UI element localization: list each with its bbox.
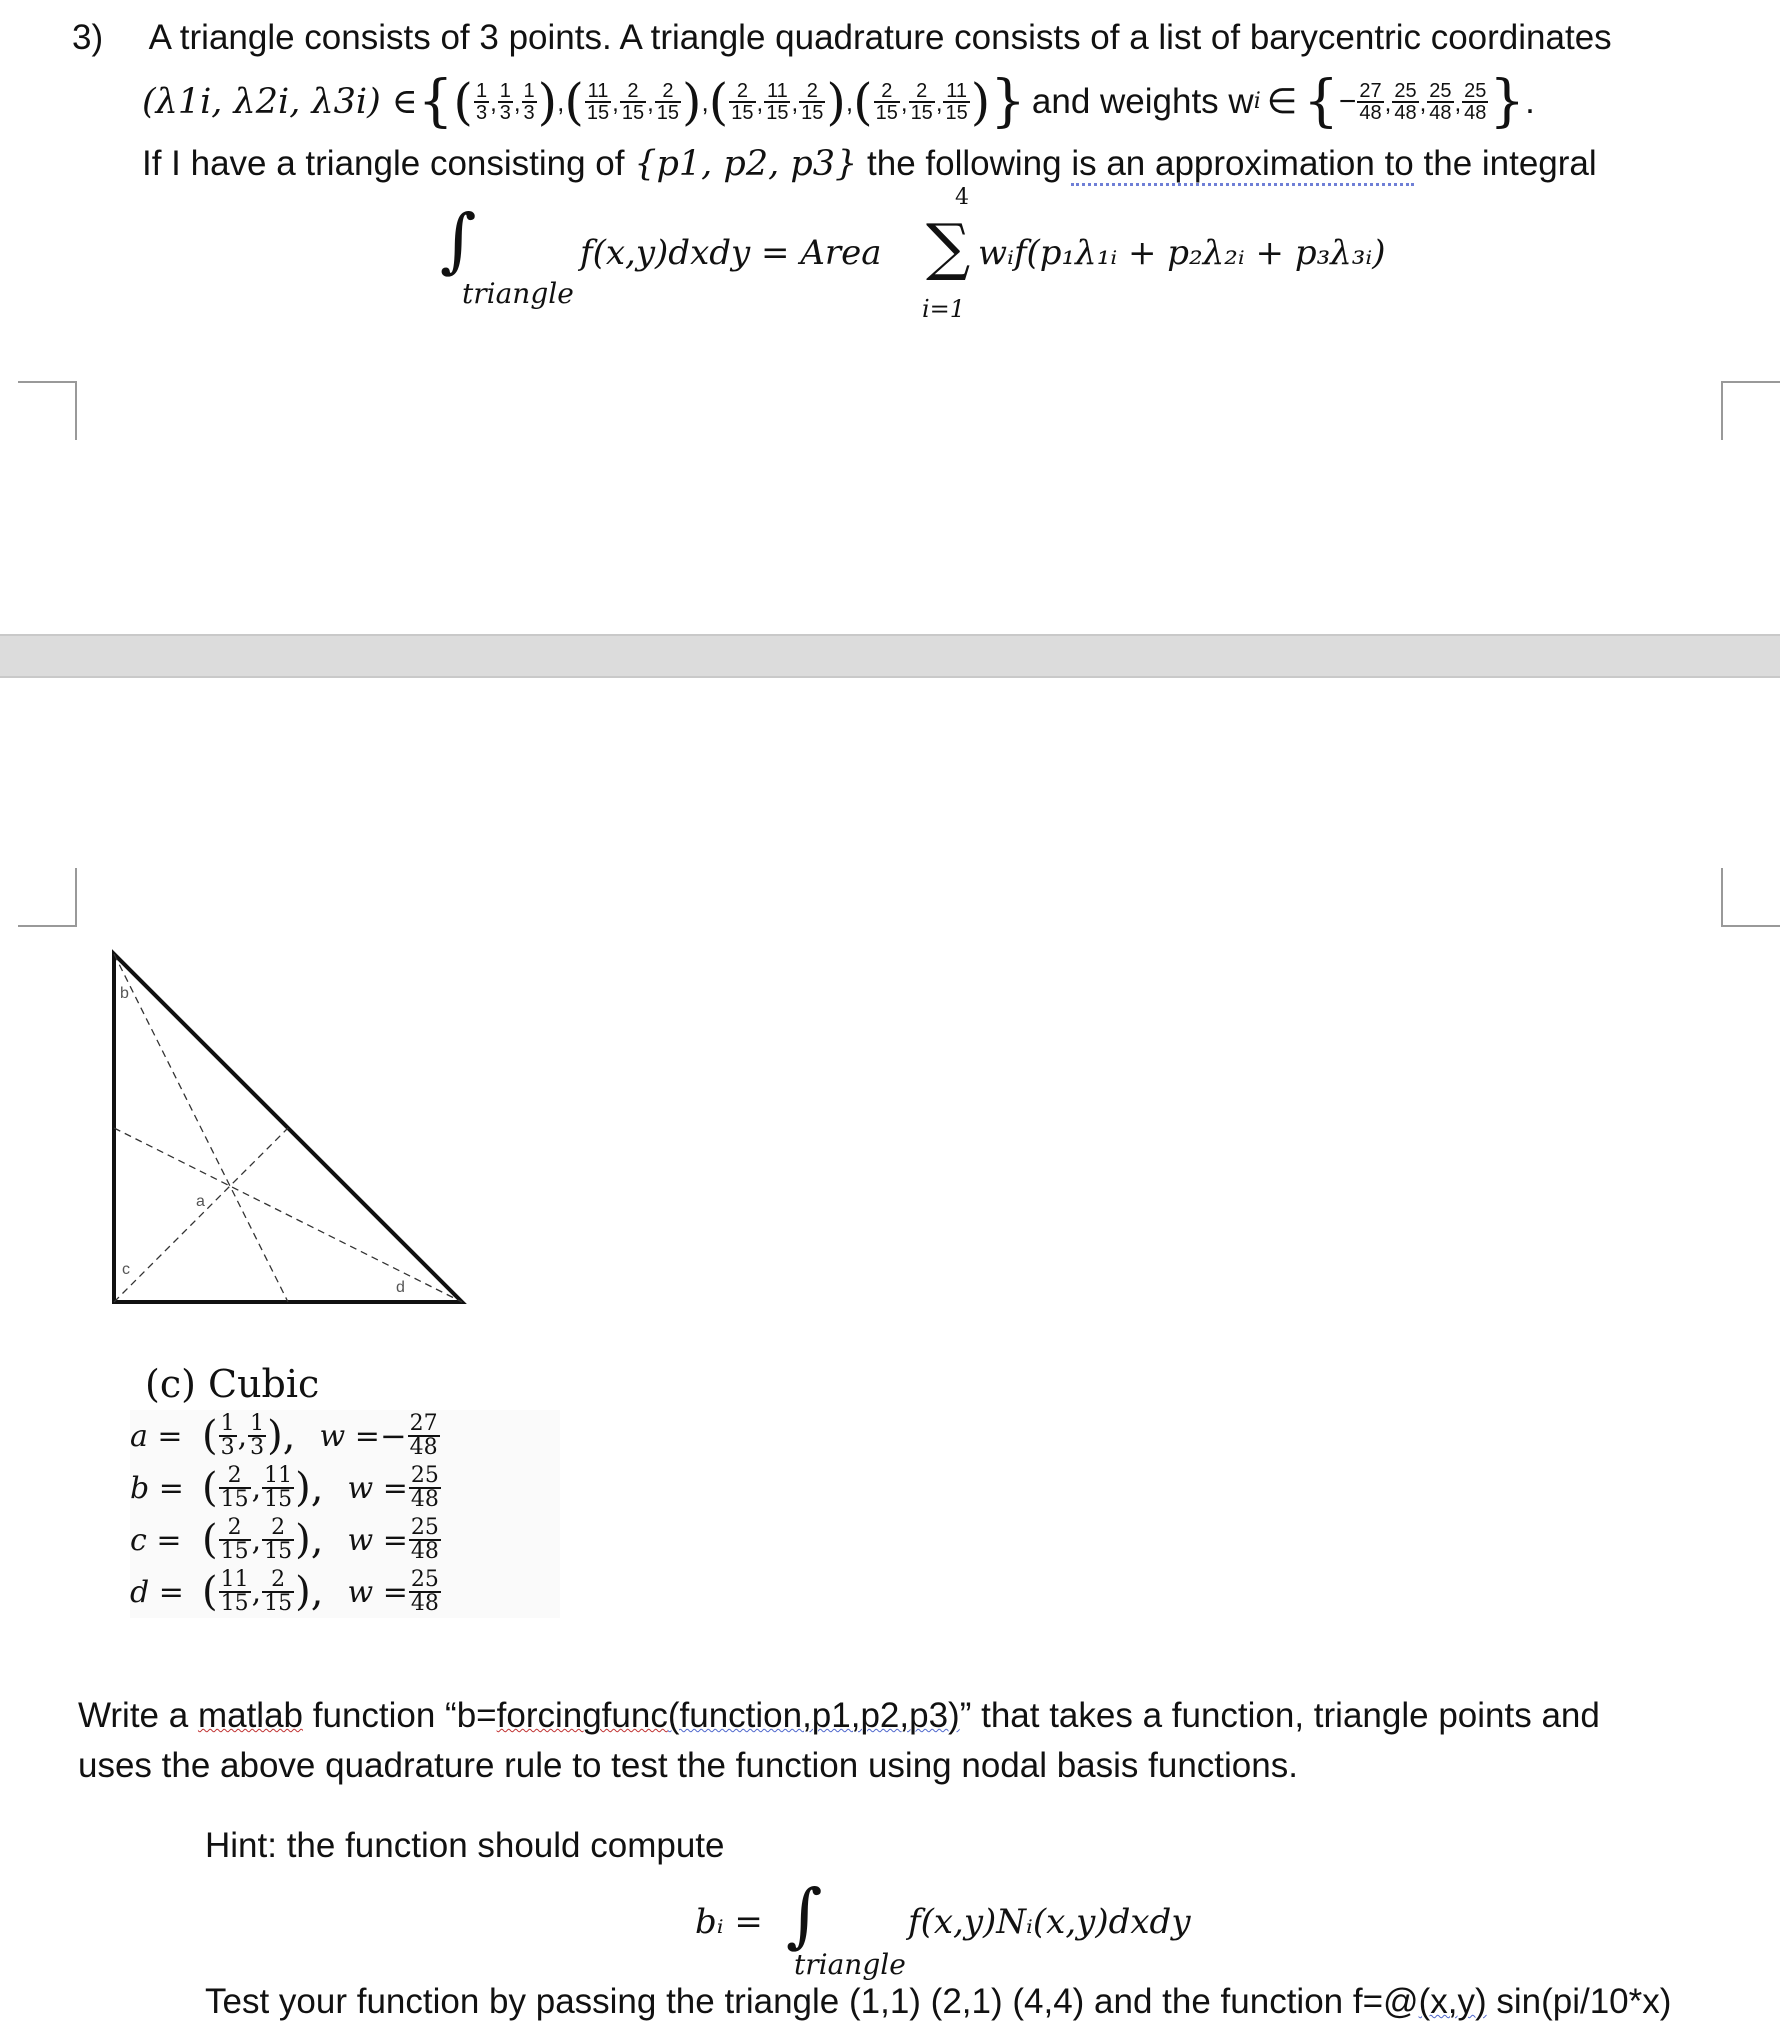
coordinate-value: $\frac{1}{3}$ bbox=[523, 79, 535, 124]
open-brace: { bbox=[417, 69, 454, 134]
coordinate-tuple: ( $\frac{2}{15}$ , $\frac{11}{15}$ , $\frac{2}{15}$ ) bbox=[708, 72, 846, 131]
problem-number: 3) bbox=[72, 18, 104, 57]
test-text-a: Test your function by passing the triangle (1,1) (2,1) (4,4) and the function f=@ bbox=[205, 1982, 1419, 2021]
weight-value: $\frac{25}{48}$ bbox=[1464, 79, 1487, 124]
cubic-weight-label: w = bbox=[347, 1522, 408, 1558]
test-text-b: sin(pi/10*x) bbox=[1496, 1982, 1672, 2021]
task-text-1c: ” that takes a function, triangle points and bbox=[959, 1696, 1600, 1735]
task-line-2: uses the above quadrature rule to test the function using nodal basis functions. bbox=[78, 1746, 1298, 1785]
problem-text-1: A triangle consists of 3 points. A triangle quadrature consists of a list of barycentric coordinates bbox=[148, 18, 1612, 57]
problem-line-1 bbox=[72, 16, 1612, 60]
coordinate-value: $\frac{2}{15}$ bbox=[910, 79, 933, 124]
hint-integral-subscript: triangle bbox=[794, 1948, 906, 1981]
coordinate-value: $\frac{2}{15}$ bbox=[656, 79, 680, 124]
page-separator bbox=[0, 634, 1780, 678]
cubic-coordinate: $\frac{2}{15}$ bbox=[220, 1515, 249, 1564]
lambda-tuple: (λ1i, λ2i, λ3i) ∈ bbox=[142, 82, 418, 122]
sum-lower-limit: i=1 bbox=[922, 295, 966, 323]
sum-sign: ∑ bbox=[926, 210, 971, 283]
cubic-row: a = ( $\frac{1}{3}$ , $\frac{1}{3}$ ), w = − $\frac{27}{48}$ bbox=[130, 1410, 560, 1462]
test-line bbox=[205, 1980, 1671, 2024]
cubic-row: d = ( $\frac{11}{15}$ , $\frac{2}{15}$ ), w = $\frac{25}{48}$ bbox=[130, 1566, 560, 1618]
cubic-weight-value: $\frac{25}{48}$ bbox=[410, 1463, 439, 1512]
cubic-point-name: d = bbox=[130, 1574, 184, 1610]
coordinate-value: $\frac{1}{3}$ bbox=[499, 79, 511, 124]
median-line bbox=[114, 1128, 462, 1302]
hint-formula bbox=[690, 1860, 1290, 1981]
grammar-function-args[interactable]: (function,p1,p2,p3) bbox=[667, 1696, 960, 1735]
and-weights-label: and weights w bbox=[1031, 82, 1254, 121]
integral-sign: ∫ bbox=[440, 199, 477, 281]
label-b: b bbox=[120, 985, 129, 1002]
cubic-weight-value: $\frac{25}{48}$ bbox=[410, 1567, 439, 1616]
crop-mark-bottom-left bbox=[18, 868, 78, 928]
cubic-point-name: b = bbox=[130, 1470, 184, 1506]
coordinate-value: $\frac{2}{15}$ bbox=[731, 79, 754, 124]
cubic-coordinate: $\frac{1}{3}$ bbox=[220, 1411, 235, 1460]
cubic-coordinate: $\frac{11}{15}$ bbox=[264, 1463, 293, 1512]
close-brace: } bbox=[990, 69, 1026, 134]
grammar-suggestion[interactable]: is an approximation to bbox=[1071, 144, 1413, 186]
hint-bi: bᵢ = bbox=[695, 1902, 763, 1942]
cubic-weight-label: w = bbox=[347, 1574, 408, 1610]
summand: wᵢf(p₁λ₁ᵢ + p₂λ₂ᵢ + p₃λ₃ᵢ) bbox=[978, 233, 1386, 273]
integral-subscript: triangle bbox=[462, 277, 574, 310]
coordinate-value: $\frac{11}{15}$ bbox=[766, 79, 789, 124]
problem-line-3 bbox=[142, 142, 1597, 186]
coordinate-value: $\frac{2}{15}$ bbox=[875, 79, 898, 124]
spelling-matlab[interactable]: matlab bbox=[197, 1696, 304, 1735]
median-line bbox=[114, 954, 288, 1302]
crop-mark-top-right bbox=[1720, 380, 1780, 440]
problem-text-3c: the integral bbox=[1423, 144, 1597, 183]
cubic-coordinate: $\frac{2}{15}$ bbox=[264, 1567, 293, 1616]
crop-mark-bottom-right bbox=[1720, 868, 1780, 928]
cubic-weight-value: $\frac{25}{48}$ bbox=[410, 1515, 439, 1564]
cubic-row: b = ( $\frac{2}{15}$ , $\frac{11}{15}$ ), w = $\frac{25}{48}$ bbox=[130, 1462, 560, 1514]
cubic-table bbox=[130, 1410, 560, 1618]
point-set: {p1, p2, p3} bbox=[634, 144, 858, 184]
weight-value: − $\frac{27}{48}$ bbox=[1338, 79, 1382, 124]
hint-line: Hint: the function should compute bbox=[205, 1826, 725, 1865]
coordinate-tuple: ( $\frac{2}{15}$ , $\frac{2}{15}$ , $\frac{11}{15}$ ) bbox=[853, 72, 991, 131]
grammar-xy[interactable]: (x,y) bbox=[1418, 1982, 1487, 2021]
weights-subscript: i bbox=[1253, 89, 1261, 114]
coordinate-tuple: ( $\frac{11}{15}$ , $\frac{2}{15}$ , $\frac{2}{15}$ ) bbox=[564, 72, 702, 131]
coordinate-tuple: ( $\frac{1}{3}$ , $\frac{1}{3}$ , $\frac{1}{3}$ ) bbox=[453, 72, 558, 131]
task-line-1 bbox=[78, 1694, 1600, 1738]
hint-integral-sign: ∫ bbox=[786, 1874, 823, 1956]
cubic-coordinate: $\frac{2}{15}$ bbox=[220, 1463, 249, 1512]
cubic-caption: (c) Cubic bbox=[145, 1362, 320, 1406]
quadrature-formula bbox=[440, 185, 1440, 325]
sum-upper-limit: 4 bbox=[955, 185, 969, 210]
label-d: d bbox=[396, 1279, 405, 1296]
weight-value: $\frac{25}{48}$ bbox=[1394, 79, 1417, 124]
weights-list: − $\frac{27}{48}$ , $\frac{25}{48}$ , $\frac{25}{48}$ , $\frac{25}{48}$ bbox=[1339, 78, 1490, 126]
cubic-weight-label: w = bbox=[347, 1470, 408, 1506]
coordinate-value: $\frac{1}{3}$ bbox=[475, 79, 488, 124]
integrand: f(x,y)dxdy = Area bbox=[580, 233, 882, 273]
spelling-forcingfunc[interactable]: forcingfunc bbox=[496, 1696, 668, 1735]
cubic-row: c = ( $\frac{2}{15}$ , $\frac{2}{15}$ ), w = $\frac{25}{48}$ bbox=[130, 1514, 560, 1566]
coordinate-value: $\frac{2}{15}$ bbox=[801, 79, 824, 124]
crop-mark-top-left bbox=[18, 380, 78, 440]
weights-open-brace: { bbox=[1303, 69, 1339, 134]
task-text-1a: Write a bbox=[78, 1696, 189, 1735]
cubic-point-name: a = bbox=[130, 1418, 183, 1454]
cubic-point-name: c = bbox=[130, 1522, 182, 1558]
median-line bbox=[114, 1128, 288, 1302]
coordinate-value: $\frac{2}{15}$ bbox=[621, 79, 645, 124]
coordinate-value: $\frac{11}{15}$ bbox=[586, 79, 610, 124]
label-a: a bbox=[196, 1193, 205, 1210]
problem-line-2: (λ1i, λ2i, λ3i) ∈ { ( $\frac{1}{3}$ , $\frac{1}{3}$ , $\frac{1}{3}$ ),( $\frac{11}{15}$ , $\frac{2}{15}$ , $\frac{2}{15}$ ),( $\frac{2}{15}$ , $\frac{11}{15}$ , $\frac{2}{15}$ ),( $\frac{2}{15}$ , $\frac{2}{15}$ , $\frac{11}{15}$ ) } and weights w i ∈ { − $\frac{27}{48}$ , $\frac{25}{48}$ , $\frac{25}{48}$ , $\frac{25}{48}$ } . bbox=[142, 69, 1535, 134]
element-of: ∈ bbox=[1266, 82, 1298, 121]
coordinate-value: $\frac{11}{15}$ bbox=[945, 79, 968, 124]
cubic-weight-value: − $\frac{27}{48}$ bbox=[379, 1411, 438, 1460]
weight-value: $\frac{25}{48}$ bbox=[1429, 79, 1452, 124]
cubic-weight-label: w = bbox=[319, 1418, 380, 1454]
hint-integrand: f(x,y)Nᵢ(x,y)dxdy bbox=[908, 1902, 1191, 1942]
triangle-figure bbox=[100, 940, 480, 1310]
barycentric-coordinate-list: ( $\frac{1}{3}$ , $\frac{1}{3}$ , $\frac{1}{3}$ ),( $\frac{11}{15}$ , $\frac{2}{15}$ , $\frac{2}{15}$ ),( $\frac{2}{15}$ , $\frac{11}{15}$ , $\frac{2}{15}$ ),( $\frac{2}{15}$ , $\frac{2}{15}$ , $\frac{11}{15}$ ) bbox=[453, 72, 991, 131]
problem-text-3a: If I have a triangle consisting of bbox=[142, 144, 625, 183]
cubic-coordinate: $\frac{11}{15}$ bbox=[220, 1567, 249, 1616]
problem-text-3b: the following bbox=[867, 144, 1062, 183]
weights-close-brace: } bbox=[1489, 69, 1526, 134]
cubic-coordinate: $\frac{2}{15}$ bbox=[264, 1515, 293, 1564]
label-c: c bbox=[122, 1261, 130, 1278]
task-text-1b: function “b= bbox=[312, 1696, 497, 1735]
cubic-coordinate: $\frac{1}{3}$ bbox=[250, 1411, 265, 1460]
